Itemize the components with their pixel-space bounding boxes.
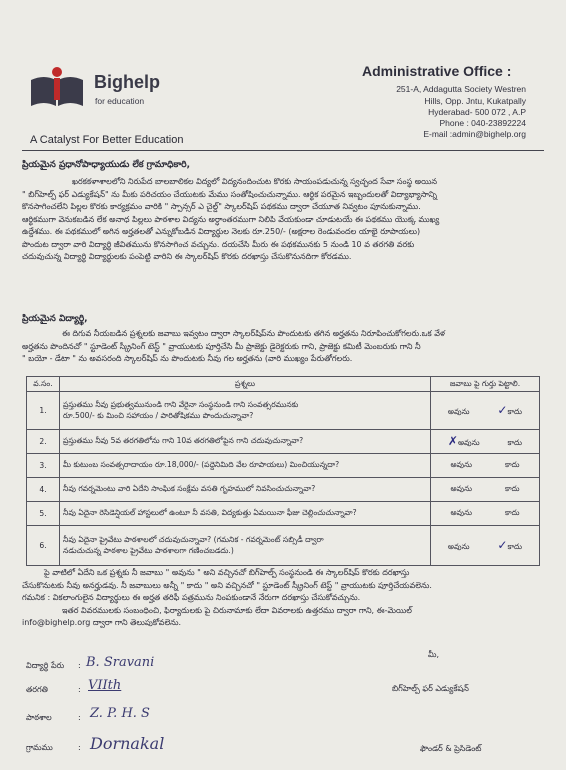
question-cell	[60, 526, 431, 566]
yes-option[interactable]: అవును	[450, 508, 473, 517]
question-line: ప్రస్తుతము నీవు ప్రభుత్వమునుండి గాని వేరైనా సంస్థనుండి గాని సంవత్సరమునకు	[63, 399, 299, 409]
question-cell	[60, 392, 431, 430]
yes-option[interactable]: అవును	[450, 484, 473, 493]
paragraph-line: చేసుకొనుటకు నీవు అనర్హుడవు. నీ జవాబులు అన్నీ " కాదు " అని వచ్చినచో " స్టూడెంట్ స్క్రీనింగ్ టెస్ట్ " వ్రాయుటకు పూర్తిచేయవలెను.	[22, 580, 432, 590]
class-field[interactable]: VIIth	[88, 678, 122, 693]
no-option[interactable]: ✓కాదు	[497, 403, 523, 417]
paragraph-line: ఉద్దేశము. ఈ పథకములో అగిన అర్హతలతో ఎన్నుకోబడిన విద్యార్థుల నెలకు రూ.250/- (అక్షరాల రెండువందల యాభై రూపాయలు)	[22, 227, 421, 236]
paragraph-line: గమనిక : వికలాంగులైన విద్యార్థులు ఈ అర్హత తరిఫీ పత్రమును నింపకుండానే నేరుగా దరఖాస్తు చేసుకోవచ్చును.	[22, 593, 361, 602]
question-line: మీ కుటుంబ సంవత్సరాదాయం రూ.18,000/- (పద్దెనిమిది వేల రూపాయలు) మించియున్నదా?	[63, 460, 340, 469]
paragraph-line: ఇతర వివరములకు సంబంధించి, ఫిర్యాదులకు పై చిరునామాకు లేదా వివరాలకు ఉత్తరము ద్వారా గాని, ఈ-మెయిల్	[62, 605, 412, 615]
village-field[interactable]: Dornakal	[90, 734, 165, 753]
colon: :	[78, 661, 81, 670]
table-header-row	[27, 377, 540, 392]
paragraph-line: " బయో - డేటా " ను అవసరంది స్కాలర్‌షిప్ ను పొందుటకు నీవు గల అర్హతను (వారి ముఖ్యం పేరుతోగలరు.	[22, 354, 353, 363]
answer-cell[interactable]	[431, 526, 540, 566]
yes-option[interactable]: అవును	[450, 460, 473, 469]
table-row	[27, 502, 540, 526]
colon: :	[78, 743, 81, 752]
column-header-answer: జవాబు పై గుర్తు పెట్టాలి.	[431, 377, 540, 392]
question-cell	[60, 454, 431, 478]
table-row	[27, 454, 540, 478]
closing-paragraph	[22, 567, 546, 630]
paragraph-line: ఖరకకళాశాలలోని నిరుపేద బాలబాలికల విద్యలో విద్యనందించుట కొరకు సాయంపడుచున్న స్వచ్ఛంద సేవా సంస్థ అయిన	[72, 177, 438, 186]
question-cell	[60, 430, 431, 454]
table-row	[27, 478, 540, 502]
table-row	[27, 526, 540, 566]
intro-paragraph	[22, 176, 546, 264]
answer-cell[interactable]	[431, 430, 540, 454]
signature-title: ఫౌండర్ & ప్రెసిడెంట్	[420, 744, 482, 753]
class-label: తరగతి	[26, 685, 48, 694]
yes-option[interactable]: అవును	[447, 407, 470, 416]
row-number: 4.	[27, 478, 60, 502]
answer-cell[interactable]	[431, 502, 540, 526]
brand-subtitle: for education	[95, 96, 145, 106]
column-header-questions: ప్రశ్నలు	[60, 377, 431, 392]
brand-name: Bighelp	[94, 72, 160, 92]
question-cell	[60, 502, 431, 526]
student-name-field[interactable]: B. Sravani	[86, 655, 155, 670]
header-divider	[22, 150, 544, 151]
column-header-number: వ.సం.	[27, 377, 60, 392]
question-cell	[60, 478, 431, 502]
table-row	[27, 392, 540, 430]
row-number: 5.	[27, 502, 60, 526]
signature-organization: బిగ్‌హెల్ప్ ఫర్ ఎడ్యుకేషన్	[392, 684, 469, 693]
colon: :	[78, 713, 81, 722]
student-paragraph	[22, 328, 546, 366]
no-option[interactable]: కాదు	[504, 460, 520, 469]
paragraph-line: పొందుట ద్వారా వారి విద్యార్థి జీవితమును కొనసాగించ వచ్చును. దయచేసి మీరు ఈ పథకమునకు 5 నుండి 10 వ తరగతి వరకు	[22, 239, 415, 249]
row-number: 1.	[27, 392, 60, 430]
village-label: గ్రామము	[26, 743, 53, 752]
paragraph-line: ఆర్థికముగా వెనుకబడిన లేక అనాధ పిల్లలు పాఠశాల విద్యను అర్ధాంతరముగా నిలిపి వేయకుండా చూడుటయే ఈ పథకము యొక్క ముఖ్య	[22, 214, 440, 224]
question-line: నీవు గవర్నమెంటు వారి ఏదేని సాంఘిక సంక్షేమ వసతి గృహములో నివసించుచున్నావా?	[63, 484, 316, 493]
cross-mark-icon: ✗	[447, 434, 458, 448]
bighelp-logo-icon	[28, 66, 86, 110]
school-field[interactable]: Z. P. H. S	[90, 706, 150, 721]
question-line: రూ.500/- కు మించి సహాయం / పారితోషికము పొందుచున్నావా?	[63, 410, 254, 420]
email-line: E-mail :admin@bighelp.org	[423, 129, 526, 139]
paragraph-line: కొనసాగించలేని పిల్లల కొరకు కార్యక్రమం వారికి " స్పాన్సర్ ఎ చైల్డ్" స్కాలర్‌షిప్ పథకము ద్వారా చేయూత నివ్వటం పూనుకున్నాము.	[22, 202, 421, 211]
paragraph-line: చదువుచున్న విద్యార్థి విద్యార్థులకు పంపెట్టి వారిని ఈ స్కాలర్‌షిప్ కొరకు దరఖాస్తు చేసుకొనునదిగా కోరడము.	[22, 252, 352, 261]
paragraph-line: info@bighelp.org ద్వారా గాని తెలుపుకోవలెను.	[22, 618, 182, 627]
address-line: Hills, Opp. Jntu, Kukatpally	[424, 96, 526, 106]
no-option[interactable]: ✓కాదు	[497, 538, 523, 552]
answer-cell[interactable]	[431, 478, 540, 502]
signature-for-label: మీ,	[428, 650, 440, 659]
office-title: Administrative Office :	[362, 63, 512, 79]
salutation: ప్రియమైన ప్రధానోపాధ్యాయుడు లేక గ్రామాధికారి,	[22, 160, 191, 170]
paragraph-line: అర్హతను పొందినచో " స్టూడెంట్ స్క్రీనింగ్ టెస్ట్ " వ్రాయుటకు పూర్తిచేసి మీ ప్రాజెక్టు డైరెక్టరుకు గాని, ప్రాజెక్టు కమిటీ మెంబరుకు గాని నీ	[22, 341, 421, 351]
eligibility-table	[26, 376, 540, 566]
no-option[interactable]: కాదు	[504, 484, 520, 493]
paragraph-line: పై వాటిలో ఏదేని ఒక ప్రశ్నకు నీ జవాబు " అవును " అని వచ్చినచో బిగ్‌హెల్ప్ సంస్థనుండి ఈ స్కాలర్‌షిప్ కొరకు దరఖాస్తు	[44, 568, 410, 577]
address-line: Hyderabad- 500 072 , A.P	[428, 107, 526, 117]
yes-option[interactable]: ✗అవును	[447, 434, 480, 448]
phone-line: Phone : 040-23892224	[439, 118, 526, 128]
check-mark-icon: ✓	[497, 538, 508, 552]
yes-option[interactable]: అవును	[447, 542, 470, 551]
check-mark-icon: ✓	[497, 403, 508, 417]
school-label: పాఠశాల	[26, 713, 52, 722]
table-row	[27, 430, 540, 454]
paragraph-line: " బిగ్‌హెల్ప్ ఫర్ ఎడ్యుకేషన్" ను మీకు పరిచయం చేయుటకు మేము సంతోషించుచున్నాము. ఆర్థిక పరమైన ఇబ్బందులతో విద్యాభ్యాసాన్ని	[22, 189, 437, 199]
tagline: A Catalyst For Better Education	[30, 134, 184, 146]
row-number: 6.	[27, 526, 60, 566]
no-option[interactable]: కాదు	[507, 438, 523, 447]
question-line: ప్రస్తుతము నీవు 5వ తరగతిలోను గాని 10వ తరగతిలోపైన గాని చదువుచున్నావా?	[63, 436, 304, 445]
student-name-label: విద్యార్థి పేరు	[26, 661, 65, 670]
answer-cell[interactable]	[431, 454, 540, 478]
question-line: నీవు ఏదైనా రెసిడెన్షియల్ హాస్టలులో ఉంటూ నీ వసతి, విద్యకుత్తు ఏమయినా ఫీజు చెల్లించుచున్నావా?	[63, 508, 357, 517]
colon: :	[78, 685, 81, 694]
no-option[interactable]: కాదు	[504, 508, 520, 517]
row-number: 3.	[27, 454, 60, 478]
paragraph-line: ఈ దిగువ నీయబడిన ప్రశ్నలకు జవాబు ఇవ్వటం ద్వారా స్కాలర్‌షిప్‌ను పొందుటకు తగిన అర్హతను నిరూపించుకోగలరు.ఒక వేళ	[62, 329, 446, 338]
answer-cell[interactable]	[431, 392, 540, 430]
question-line: నీవు ఏదైనా ప్రైవేటు పాఠశాలలో చదువుచున్నావా? (గమనిక - గవర్నమెంట్ సబ్సిడీ ద్వారా	[63, 534, 324, 544]
address-line: 251-A, Addagutta Society Westren	[396, 84, 526, 94]
question-line: నడుచుచున్న పాఠశాల ప్రైవేటు పాఠశాలగా గణించబడదు.)	[63, 545, 234, 555]
student-salutation: ప్రియమైన విద్యార్థి,	[22, 314, 88, 324]
row-number: 2.	[27, 430, 60, 454]
